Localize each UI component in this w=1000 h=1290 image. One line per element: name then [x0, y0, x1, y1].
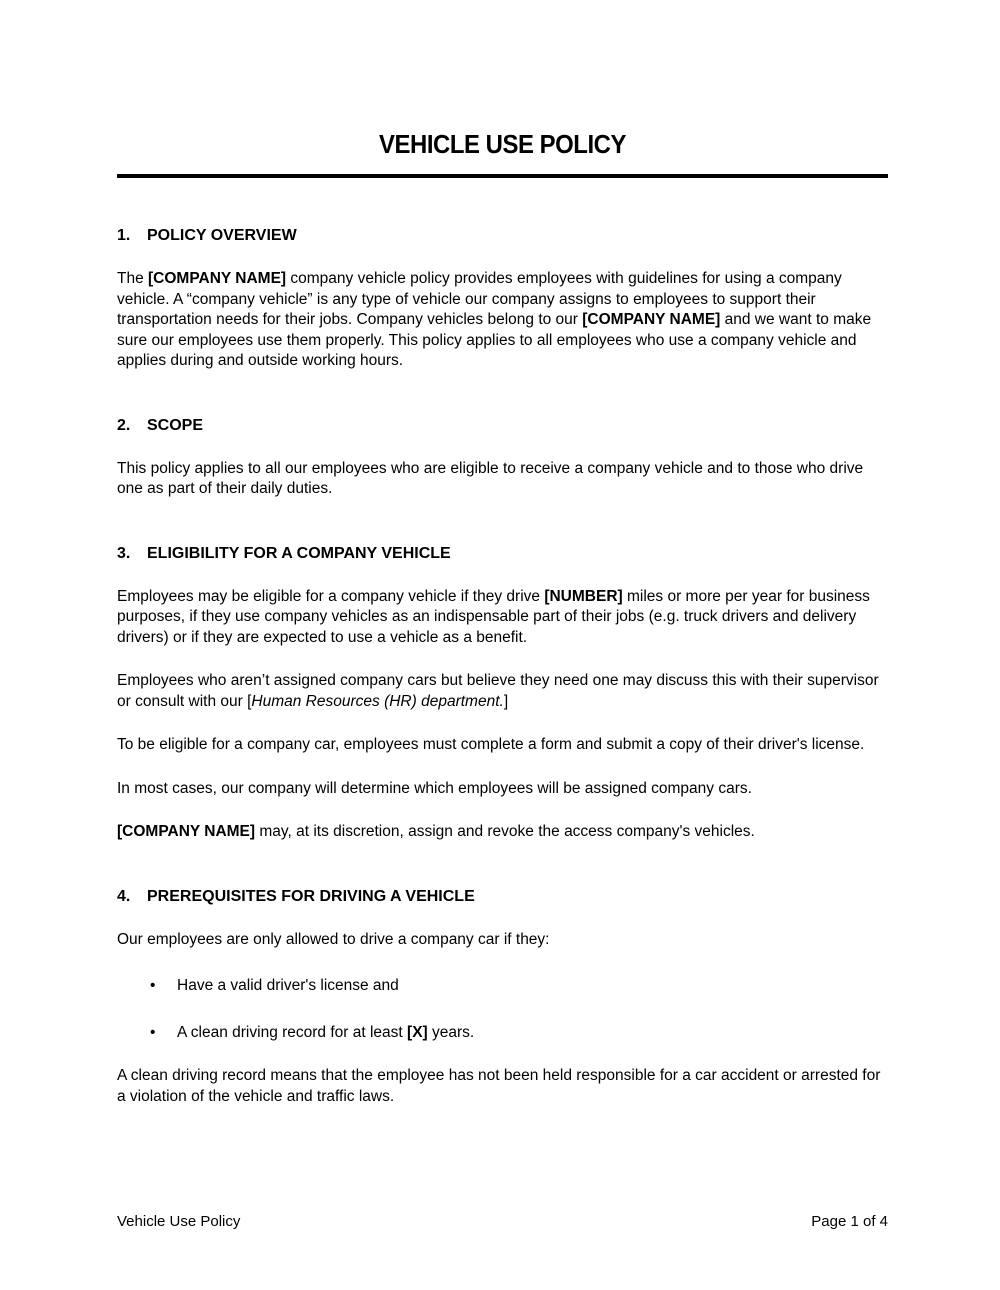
section-prerequisites: [117, 887, 888, 1108]
bullet-icon: •: [150, 1023, 156, 1041]
paragraph: Employees who aren’t assigned company cars but believe they need one may discuss this with their supervisor or consult with our [Human Resources (HR) department.]: [117, 672, 879, 710]
paragraph: Employees may be eligible for a company vehicle if they drive [NUMBER] miles or more per year for business purposes, if they use company vehicles as an indispensable part of their jobs (e.g. truck drivers and delivery drivers) or if they are expected to use a vehicle as a benefit.: [117, 587, 870, 646]
title-rule: [117, 174, 888, 178]
paragraph: The [COMPANY NAME] company vehicle policy provides employees with guidelines for using a company vehicle. A “company vehicle” is any type of vehicle our company assigns to employees to support their transportation needs for their jobs. Company vehicles belong to our [COMPANY NAME] and we want to make sure our employees use them properly. This policy applies to all employees who use a company vehicle and applies during and outside working hours.: [117, 270, 872, 369]
section-heading: [117, 887, 888, 906]
paragraph: [COMPANY NAME] may, at its discretion, assign and revoke the access company's vehicles.: [117, 823, 755, 840]
paragraph: In most cases, our company will determine which employees will be assigned company cars.: [117, 779, 752, 797]
section-heading-text: ELIGIBILITY FOR A COMPANY VEHICLE: [147, 544, 451, 562]
section-heading-text: POLICY OVERVIEW: [147, 227, 297, 244]
bullet-item-text: A clean driving record for at least [X] years.: [177, 1023, 475, 1041]
paragraph: This policy applies to all our employees who are eligible to receive a company vehicle and to those who drive one as part of their daily duties.: [117, 459, 864, 497]
section-number: 1.: [117, 227, 131, 244]
footer-document-name: Vehicle Use Policy: [117, 1213, 241, 1230]
page-footer: [117, 1212, 888, 1232]
bullet-item: [117, 1023, 888, 1044]
bullet-item: [117, 976, 888, 997]
paragraph: To be eligible for a company car, employees must complete a form and submit a copy of their driver's license.: [117, 736, 865, 753]
section-scope: [117, 416, 888, 500]
section-heading: [117, 544, 888, 563]
bullet-icon: •: [150, 977, 156, 994]
footer-page-number: Page 1 of 4: [811, 1213, 888, 1230]
section-eligibility: [117, 544, 888, 843]
paragraph: A clean driving record means that the employee has not been held responsible for a car accident or arrested for a violation of the vehicle and traffic laws.: [117, 1067, 881, 1105]
section-number: 2.: [117, 416, 131, 434]
paragraph: Our employees are only allowed to drive a company car if they:: [117, 930, 550, 948]
section-heading-text: PREREQUISITES FOR DRIVING A VEHICLE: [147, 887, 475, 905]
section-policy-overview: [117, 226, 888, 372]
section-heading: [117, 226, 888, 245]
bullet-item-text: Have a valid driver's license and: [177, 977, 399, 994]
section-heading-text: SCOPE: [147, 416, 204, 434]
section-number: 4.: [117, 887, 131, 905]
document-title: VEHICLE USE POLICY: [379, 129, 626, 159]
section-heading: [117, 416, 888, 435]
section-number: 3.: [117, 544, 131, 562]
